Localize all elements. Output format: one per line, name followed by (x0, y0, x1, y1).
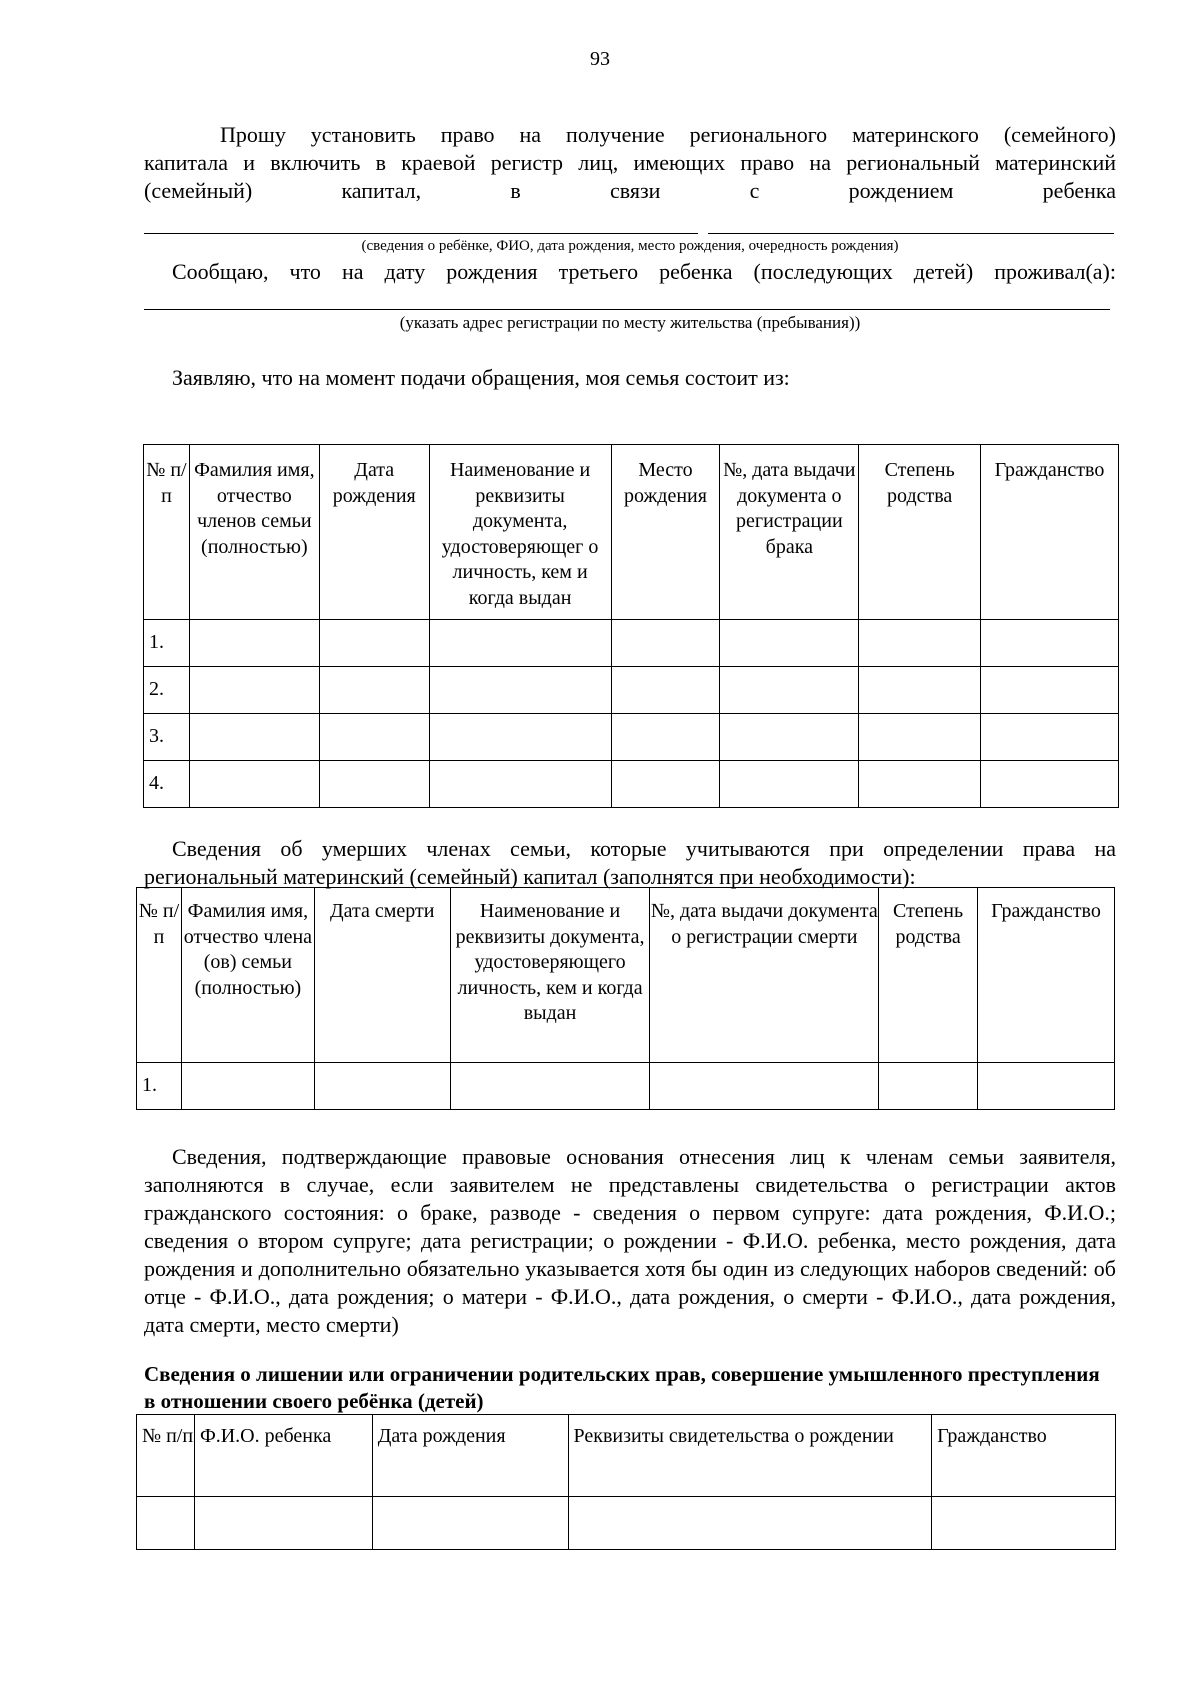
cell[interactable] (720, 620, 859, 667)
row-number: 1. (137, 1063, 182, 1110)
cell[interactable] (429, 714, 611, 761)
family-intro: Заявляю, что на момент подачи обращения, моя семья состоит из: (172, 365, 790, 390)
cell[interactable] (859, 620, 981, 667)
deceased-table (136, 887, 1115, 1110)
header-num: № п/п (144, 445, 190, 620)
header-relation: Степень родства (879, 888, 978, 1063)
request-line-1: Прошу установить право на получение регионального материнского (семейного) (220, 122, 1116, 147)
cell[interactable] (319, 714, 429, 761)
residence-text: Сообщаю, что на дату рождения третьего ребенка (последующих детей) проживал(а): (172, 259, 1116, 284)
table-row (144, 620, 1119, 667)
cell[interactable] (181, 1063, 314, 1110)
child-info-line-2 (708, 233, 1114, 234)
cell[interactable] (859, 667, 981, 714)
header-identity-doc: Наименование и реквизиты документа, удостоверяющего личность, кем и когда выдан (450, 888, 650, 1063)
header-identity-doc: Наименование и реквизиты документа, удостоверяющег о личность, кем и когда выдан (429, 445, 611, 620)
cell[interactable] (611, 761, 720, 808)
header-birth-date: Дата рождения (319, 445, 429, 620)
header-relation: Степень родства (859, 445, 981, 620)
deprivation-table (136, 1414, 1116, 1550)
table-row (144, 714, 1119, 761)
cell[interactable] (429, 620, 611, 667)
family-table (143, 444, 1119, 808)
table-row (144, 761, 1119, 808)
cell[interactable] (720, 714, 859, 761)
address-note: (указать адрес регистрации по месту жительства (пребывания)) (399, 313, 861, 332)
cell[interactable] (932, 1497, 1116, 1550)
cell[interactable] (319, 667, 429, 714)
cell[interactable] (611, 620, 720, 667)
header-birth-cert: Реквизиты свидетельства о рождении (568, 1415, 932, 1497)
table-row (137, 1497, 1116, 1550)
cell[interactable] (429, 667, 611, 714)
header-citizenship: Гражданство (978, 888, 1115, 1063)
header-citizenship: Гражданство (932, 1415, 1116, 1497)
table-row (144, 667, 1119, 714)
cell[interactable] (189, 620, 319, 667)
header-fio: Фамилия имя, отчество члена (ов) семьи (полностью) (181, 888, 314, 1063)
header-fio: Фамилия имя, отчество членов семьи (полностью) (189, 445, 319, 620)
family-header-row (144, 445, 1119, 620)
cell[interactable] (429, 761, 611, 808)
cell[interactable] (137, 1497, 195, 1550)
cell[interactable] (314, 1063, 450, 1110)
cell[interactable] (981, 761, 1119, 808)
request-line-3: (семейный) капитал, в связи с рождением ребенка (144, 178, 1116, 203)
cell[interactable] (568, 1497, 932, 1550)
row-number: 4. (144, 761, 190, 808)
row-number: 2. (144, 667, 190, 714)
header-death-date: Дата смерти (314, 888, 450, 1063)
cell[interactable] (650, 1063, 879, 1110)
cell[interactable] (611, 667, 720, 714)
header-birth-date: Дата рождения (372, 1415, 568, 1497)
cell[interactable] (981, 620, 1119, 667)
deprivation-header-row (137, 1415, 1116, 1497)
header-citizenship: Гражданство (981, 445, 1119, 620)
row-number: 3. (144, 714, 190, 761)
header-birth-place: Место рождения (611, 445, 720, 620)
header-num: № п/п (137, 1415, 195, 1497)
cell[interactable] (189, 714, 319, 761)
cell[interactable] (189, 761, 319, 808)
cell[interactable] (981, 714, 1119, 761)
request-line-2: капитала и включить в краевой регистр лиц, имеющих право на региональный материнский (144, 150, 1116, 175)
cell[interactable] (978, 1063, 1115, 1110)
child-info-line-1 (144, 233, 698, 234)
cell[interactable] (319, 620, 429, 667)
deprivation-title: Сведения о лишении или ограничении родительских прав, совершение умышленного преступления в отношении своего ребёнка (детей) (144, 1362, 1100, 1413)
cell[interactable] (372, 1497, 568, 1550)
cell[interactable] (450, 1063, 650, 1110)
cell[interactable] (611, 714, 720, 761)
address-line (144, 309, 1110, 310)
cell[interactable] (720, 667, 859, 714)
header-child-fio: Ф.И.О. ребенка (194, 1415, 372, 1497)
cell[interactable] (720, 761, 859, 808)
header-death-cert: №, дата выдачи документа о регистрации смерти (650, 888, 879, 1063)
cell[interactable] (194, 1497, 372, 1550)
header-num: № п/п (137, 888, 182, 1063)
page-number: 93 (590, 48, 610, 70)
deceased-header-row (137, 888, 1115, 1063)
deceased-intro: Сведения об умерших членах семьи, которые учитываются при определении права на региональный материнский (семейный) капитал (заполнятся при необходимости): (144, 836, 1116, 889)
cell[interactable] (879, 1063, 978, 1110)
row-number: 1. (144, 620, 190, 667)
header-marriage-doc: №, дата выдачи документа о регистрации брака (720, 445, 859, 620)
child-info-note: (сведения о ребёнке, ФИО, дата рождения, место рождения, очередность рождения) (361, 238, 899, 254)
table-row (137, 1063, 1115, 1110)
legal-basis-text: Сведения, подтверждающие правовые основания отнесения лиц к членам семьи заявителя, заполняются в случае, если заявителем не представлены свидетельства о регистрации актов гражданского состояния: о браке, разводе - сведения о первом супруге: дата рождения, Ф.И.О.; сведения о втором супруге; дата регистрации; о рождении - Ф.И.О. ребенка, место рождения, дата рождения и дополнительно обязательно указывается хотя бы один из следующих наборов сведений: об отце - Ф.И.О., дата рождения; о матери - Ф.И.О., дата рождения, о смерти - Ф.И.О., дата рождения, дата смерти, место смерти) (144, 1144, 1116, 1337)
cell[interactable] (189, 667, 319, 714)
cell[interactable] (981, 667, 1119, 714)
cell[interactable] (319, 761, 429, 808)
cell[interactable] (859, 761, 981, 808)
cell[interactable] (859, 714, 981, 761)
